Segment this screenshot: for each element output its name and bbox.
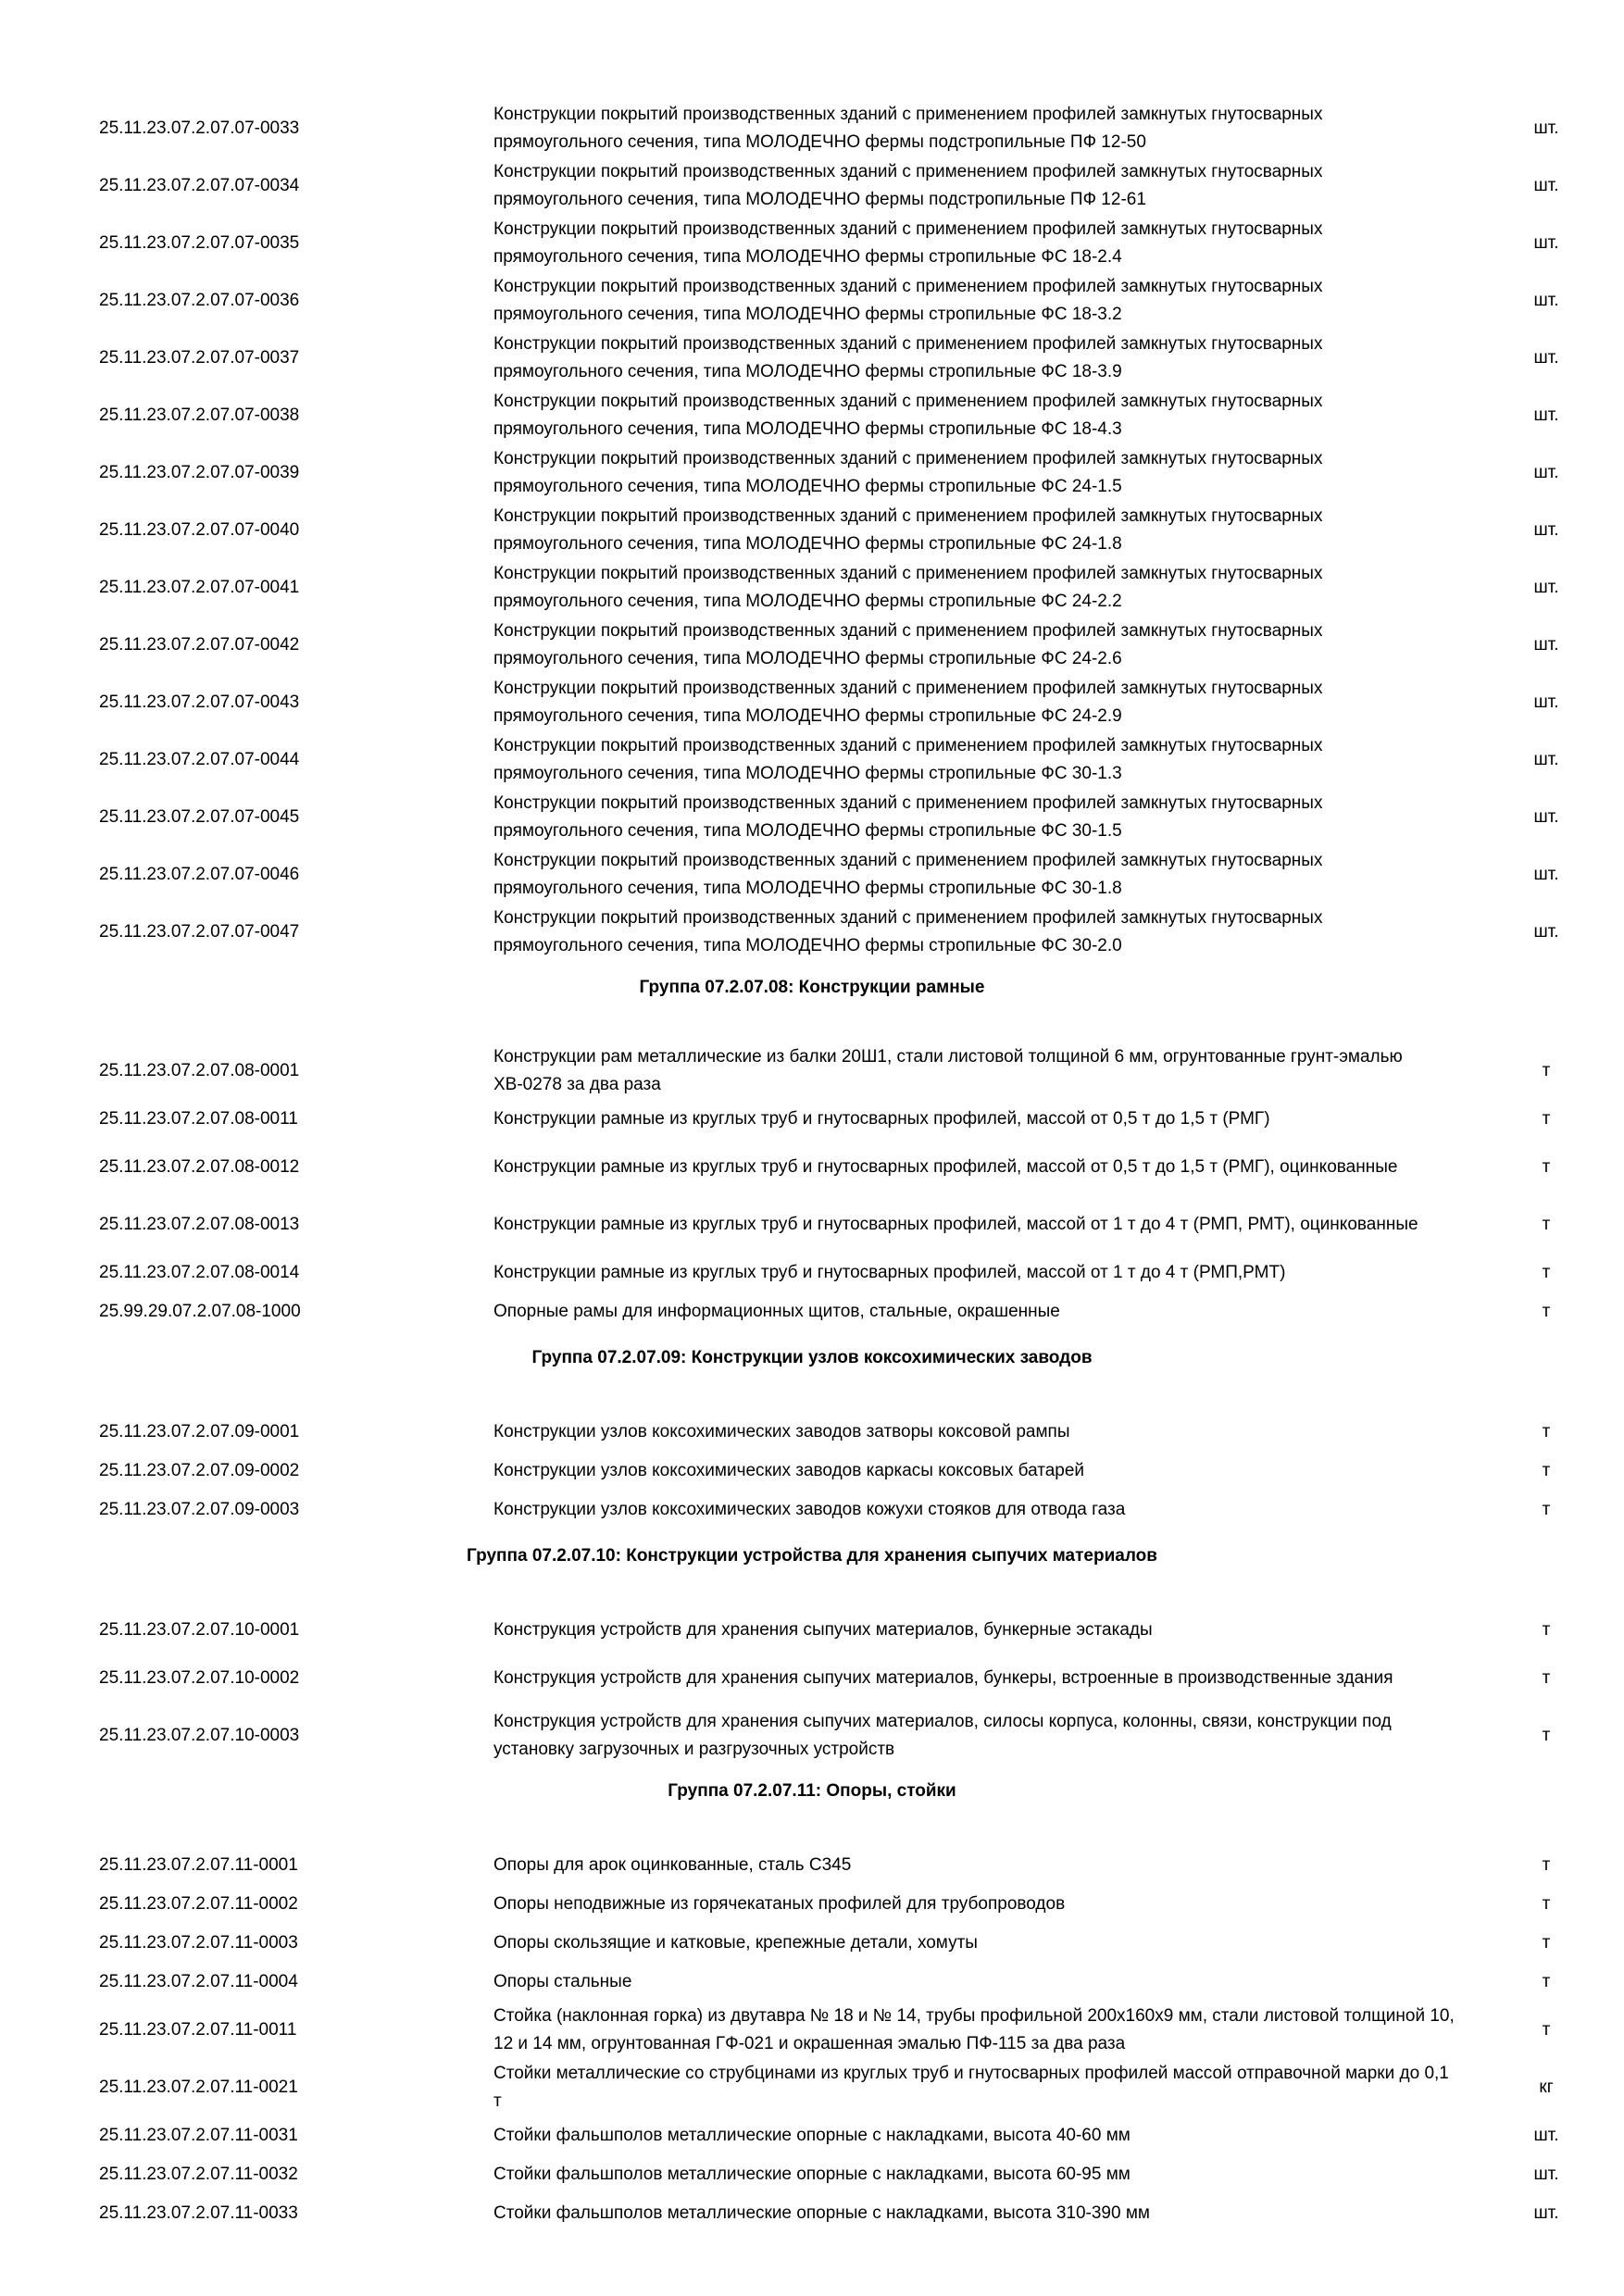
row-name: Конструкции рам металлические из балки 20Ш1, стали листовой толщиной 6 мм, огрунтованные грунт-эмалью ХВ-0278 за два раза bbox=[493, 1047, 1403, 1094]
row-name: Конструкции покрытий производственных зданий с применением профилей замкнутых гнутосварных прямоугольного сечения, типа МОЛОДЕЧНО фермы стропильные ФС 30-1.5 bbox=[493, 793, 1323, 841]
row-name: Конструкции покрытий производственных зданий с применением профилей замкнутых гнутосварных прямоугольного сечения, типа МОЛОДЕЧНО фермы подстропильные ПФ 12-50 bbox=[493, 105, 1323, 152]
table-row bbox=[0, 1650, 1624, 1707]
row-code: 25.11.23.07.2.07.10-0003 bbox=[99, 1726, 300, 1745]
row-name: Стойки фальшполов металлические опорные с накладками, высота 310-390 мм bbox=[493, 2203, 1150, 2223]
row-name: Опорные рамы для информационных щитов, стальные, окрашенные bbox=[493, 1302, 1060, 1321]
row-code: 25.11.23.07.2.07.11-0033 bbox=[99, 2203, 298, 2223]
row-code: 25.11.23.07.2.07.07-0047 bbox=[99, 922, 300, 942]
row-unit: т bbox=[1542, 1620, 1551, 1640]
section-group-09 bbox=[0, 1331, 1624, 1529]
table-row bbox=[0, 904, 1624, 961]
table-row bbox=[0, 215, 1624, 272]
row-unit: шт. bbox=[1533, 520, 1559, 540]
table-row bbox=[0, 2002, 1624, 2059]
row-code: 25.11.23.07.2.07.11-0032 bbox=[99, 2165, 298, 2184]
row-name: Опоры для арок оцинкованные, сталь С345 bbox=[493, 1855, 852, 1875]
table-row bbox=[0, 674, 1624, 731]
row-unit: шт. bbox=[1533, 2165, 1559, 2184]
row-code: 25.11.23.07.2.07.07-0035 bbox=[99, 233, 300, 253]
table-row bbox=[0, 789, 1624, 846]
section-group-10 bbox=[0, 1529, 1624, 1765]
row-unit: шт. bbox=[1533, 463, 1559, 482]
row-code: 25.11.23.07.2.07.07-0033 bbox=[99, 119, 300, 138]
row-unit: т bbox=[1542, 1061, 1551, 1080]
row-code: 25.11.23.07.2.07.07-0034 bbox=[99, 176, 300, 195]
row-name: Конструкции узлов коксохимических заводов каркасы коксовых батарей bbox=[493, 1461, 1085, 1480]
group-title: Группа 07.2.07.09: Конструкции узлов коксохимических заводов bbox=[531, 1348, 1093, 1367]
row-name: Конструкции покрытий производственных зданий с применением профилей замкнутых гнутосварных прямоугольного сечения, типа МОЛОДЕЧНО фермы стропильные ФС 30-2.0 bbox=[493, 908, 1323, 955]
row-unit: шт. bbox=[1533, 693, 1559, 712]
document-body bbox=[0, 100, 1624, 2233]
row-name: Конструкции покрытий производственных зданий с применением профилей замкнутых гнутосварных прямоугольного сечения, типа МОЛОДЕЧНО фермы стропильные ФС 18-3.2 bbox=[493, 277, 1323, 324]
row-code: 25.11.23.07.2.07.08-0001 bbox=[99, 1061, 300, 1080]
row-code: 25.11.23.07.2.07.10-0001 bbox=[99, 1620, 300, 1640]
row-name: Конструкции покрытий производственных зданий с применением профилей замкнутых гнутосварных прямоугольного сечения, типа МОЛОДЕЧНО фермы подстропильные ПФ 12-61 bbox=[493, 162, 1323, 209]
group-title: Группа 07.2.07.08: Конструкции рамные bbox=[639, 978, 985, 997]
group-title: Группа 07.2.07.11: Опоры, стойки bbox=[668, 1781, 956, 1801]
row-unit: т bbox=[1542, 1109, 1551, 1129]
row-unit: т bbox=[1542, 1263, 1551, 1282]
group-heading bbox=[0, 1765, 1624, 1846]
row-name: Конструкции узлов коксохимических заводов затворы коксовой рампы bbox=[493, 1422, 1070, 1441]
row-name: Конструкции покрытий производственных зданий с применением профилей замкнутых гнутосварных прямоугольного сечения, типа МОЛОДЕЧНО фермы стропильные ФС 24-2.9 bbox=[493, 679, 1323, 726]
section-group-07 bbox=[0, 100, 1624, 961]
row-name: Стойки металлические со струбцинами из круглых труб и гнутосварных профилей массой отправочной марки до 0,1 т bbox=[493, 2064, 1449, 2111]
row-name: Конструкции рамные из круглых труб и гнутосварных профилей, массой от 1 т до 4 т (РМП,РМТ) bbox=[493, 1263, 1286, 1282]
section-group-08 bbox=[0, 961, 1624, 1331]
table-row bbox=[0, 1139, 1624, 1196]
row-code: 25.11.23.07.2.07.11-0002 bbox=[99, 1894, 298, 1914]
row-name: Конструкции покрытий производственных зданий с применением профилей замкнутых гнутосварных прямоугольного сечения, типа МОЛОДЕЧНО фермы стропильные ФС 30-1.3 bbox=[493, 736, 1323, 783]
table-row bbox=[0, 1254, 1624, 1292]
row-code: 25.11.23.07.2.07.08-0012 bbox=[99, 1157, 300, 1177]
row-name: Конструкции покрытий производственных зданий с применением профилей замкнутых гнутосварных прямоугольного сечения, типа МОЛОДЕЧНО фермы стропильные ФС 24-1.8 bbox=[493, 506, 1323, 554]
row-name: Конструкции покрытий производственных зданий с применением профилей замкнутых гнутосварных прямоугольного сечения, типа МОЛОДЕЧНО фермы стропильные ФС 18-2.4 bbox=[493, 219, 1323, 267]
row-unit: шт. bbox=[1533, 348, 1559, 368]
row-unit: шт. bbox=[1533, 865, 1559, 884]
row-name: Опоры скользящие и катковые, крепежные детали, хомуты bbox=[493, 1933, 978, 1953]
row-unit: шт. bbox=[1533, 750, 1559, 769]
row-unit: т bbox=[1542, 1855, 1551, 1875]
table-row bbox=[0, 1100, 1624, 1139]
row-unit: кг bbox=[1539, 2078, 1554, 2097]
row-unit: т bbox=[1542, 1972, 1551, 1991]
row-name: Опоры неподвижные из горячекатаных профилей для трубопроводов bbox=[493, 1894, 1066, 1914]
row-code: 25.11.23.07.2.07.08-0011 bbox=[99, 1109, 298, 1129]
row-code: 25.11.23.07.2.07.07-0042 bbox=[99, 635, 300, 655]
group-heading bbox=[0, 961, 1624, 1042]
table-row bbox=[0, 272, 1624, 330]
table-row bbox=[0, 1924, 1624, 1963]
row-code: 25.11.23.07.2.07.07-0043 bbox=[99, 693, 300, 712]
row-unit: т bbox=[1542, 1461, 1551, 1480]
table-row bbox=[0, 559, 1624, 617]
row-name: Конструкция устройств для хранения сыпучих материалов, бункеры, встроенные в производственные здания bbox=[493, 1668, 1393, 1688]
row-unit: шт. bbox=[1533, 807, 1559, 827]
table-row bbox=[0, 100, 1624, 157]
table-row bbox=[0, 502, 1624, 559]
table-row bbox=[0, 157, 1624, 215]
row-name: Конструкции покрытий производственных зданий с применением профилей замкнутых гнутосварных прямоугольного сечения, типа МОЛОДЕЧНО фермы стропильные ФС 24-1.5 bbox=[493, 449, 1323, 496]
row-code: 25.11.23.07.2.07.11-0004 bbox=[99, 1972, 298, 1991]
table-row bbox=[0, 444, 1624, 502]
row-unit: шт. bbox=[1533, 2203, 1559, 2223]
row-unit: шт. bbox=[1533, 291, 1559, 310]
table-row bbox=[0, 617, 1624, 674]
row-unit: т bbox=[1542, 1894, 1551, 1914]
table-row bbox=[0, 2155, 1624, 2194]
table-row bbox=[0, 330, 1624, 387]
row-code: 25.11.23.07.2.07.07-0046 bbox=[99, 865, 300, 884]
row-unit: т bbox=[1542, 1422, 1551, 1441]
row-name: Конструкции узлов коксохимических заводов кожухи стояков для отвода газа bbox=[493, 1500, 1126, 1519]
row-name: Стойки фальшполов металлические опорные с накладками, высота 40-60 мм bbox=[493, 2126, 1131, 2145]
table-row bbox=[0, 846, 1624, 904]
row-code: 25.99.29.07.2.07.08-1000 bbox=[99, 1302, 301, 1321]
table-row bbox=[0, 1707, 1624, 1765]
table-row bbox=[0, 731, 1624, 789]
row-code: 25.11.23.07.2.07.10-0002 bbox=[99, 1668, 300, 1688]
row-name: Конструкции покрытий производственных зданий с применением профилей замкнутых гнутосварных прямоугольного сечения, типа МОЛОДЕЧНО фермы стропильные ФС 18-3.9 bbox=[493, 334, 1323, 381]
row-unit: т bbox=[1542, 1726, 1551, 1745]
row-name: Конструкция устройств для хранения сыпучих материалов, бункерные эстакады bbox=[493, 1620, 1153, 1640]
row-unit: т bbox=[1542, 1668, 1551, 1688]
row-code: 25.11.23.07.2.07.07-0041 bbox=[99, 578, 300, 597]
row-code: 25.11.23.07.2.07.07-0039 bbox=[99, 463, 300, 482]
row-code: 25.11.23.07.2.07.09-0003 bbox=[99, 1500, 300, 1519]
row-unit: шт. bbox=[1533, 922, 1559, 942]
row-code: 25.11.23.07.2.07.11-0001 bbox=[99, 1855, 298, 1875]
row-code: 25.11.23.07.2.07.07-0045 bbox=[99, 807, 300, 827]
row-name: Конструкция устройств для хранения сыпучих материалов, силосы корпуса, колонны, связи, конструкции под установку загрузочных и разгрузочных устройств bbox=[493, 1712, 1392, 1759]
row-code: 25.11.23.07.2.07.11-0003 bbox=[99, 1933, 298, 1953]
table-row bbox=[0, 1042, 1624, 1100]
row-code: 25.11.23.07.2.07.07-0036 bbox=[99, 291, 300, 310]
row-unit: шт. bbox=[1533, 406, 1559, 425]
group-title: Группа 07.2.07.10: Конструкции устройства для хранения сыпучих материалов bbox=[467, 1546, 1157, 1566]
row-unit: шт. bbox=[1533, 119, 1559, 138]
row-code: 25.11.23.07.2.07.07-0037 bbox=[99, 348, 300, 368]
table-row bbox=[0, 1885, 1624, 1924]
row-unit: т bbox=[1542, 1500, 1551, 1519]
table-row bbox=[0, 387, 1624, 444]
row-unit: т bbox=[1542, 1302, 1551, 1321]
row-unit: т bbox=[1542, 2020, 1551, 2040]
row-name: Конструкции покрытий производственных зданий с применением профилей замкнутых гнутосварных прямоугольного сечения, типа МОЛОДЕЧНО фермы стропильные ФС 24-2.2 bbox=[493, 564, 1323, 611]
row-code: 25.11.23.07.2.07.07-0040 bbox=[99, 520, 300, 540]
row-name: Стойки фальшполов металлические опорные с накладками, высота 60-95 мм bbox=[493, 2165, 1131, 2184]
row-code: 25.11.23.07.2.07.09-0001 bbox=[99, 1422, 300, 1441]
row-name: Конструкции рамные из круглых труб и гнутосварных профилей, массой от 0,5 т до 1,5 т (РМГ) bbox=[493, 1109, 1270, 1129]
row-code: 25.11.23.07.2.07.08-0013 bbox=[99, 1215, 300, 1234]
group-heading bbox=[0, 1331, 1624, 1413]
row-name: Стойка (наклонная горка) из двутавра № 18 и № 14, трубы профильной 200х160х9 мм, стали листовой толщиной 10, 12 и 14 мм, огрунтованная ГФ-021 и окрашенная эмалью ПФ-115 за два раза bbox=[493, 2006, 1455, 2053]
section-group-11 bbox=[0, 1765, 1624, 2233]
row-unit: шт. bbox=[1533, 635, 1559, 655]
table-row bbox=[0, 2116, 1624, 2155]
row-unit: т bbox=[1542, 1157, 1551, 1177]
row-unit: т bbox=[1542, 1215, 1551, 1234]
row-unit: шт. bbox=[1533, 578, 1559, 597]
row-code: 25.11.23.07.2.07.07-0038 bbox=[99, 406, 300, 425]
table-row bbox=[0, 1963, 1624, 2002]
row-name: Конструкции покрытий производственных зданий с применением профилей замкнутых гнутосварных прямоугольного сечения, типа МОЛОДЕЧНО фермы стропильные ФС 30-1.8 bbox=[493, 851, 1323, 898]
table-row bbox=[0, 1413, 1624, 1452]
row-unit: шт. bbox=[1533, 176, 1559, 195]
row-code: 25.11.23.07.2.07.11-0021 bbox=[99, 2078, 298, 2097]
row-name: Конструкции рамные из круглых труб и гнутосварных профилей, массой от 0,5 т до 1,5 т (РМГ), оцинкованные bbox=[493, 1157, 1398, 1177]
group-heading bbox=[0, 1529, 1624, 1611]
row-unit: шт. bbox=[1533, 2126, 1559, 2145]
table-row bbox=[0, 1846, 1624, 1885]
row-code: 25.11.23.07.2.07.11-0031 bbox=[99, 2126, 298, 2145]
row-unit: шт. bbox=[1533, 233, 1559, 253]
table-row bbox=[0, 1452, 1624, 1491]
table-row bbox=[0, 1611, 1624, 1650]
table-row bbox=[0, 2059, 1624, 2116]
row-name: Конструкции покрытий производственных зданий с применением профилей замкнутых гнутосварных прямоугольного сечения, типа МОЛОДЕЧНО фермы стропильные ФС 18-4.3 bbox=[493, 392, 1323, 439]
table-row bbox=[0, 1196, 1624, 1254]
row-name: Конструкции рамные из круглых труб и гнутосварных профилей, массой от 1 т до 4 т (РМП, РМТ), оцинкованные bbox=[493, 1215, 1418, 1234]
table-row bbox=[0, 2194, 1624, 2233]
table-row bbox=[0, 1292, 1624, 1331]
row-name: Опоры стальные bbox=[493, 1972, 632, 1991]
row-code: 25.11.23.07.2.07.07-0044 bbox=[99, 750, 300, 769]
row-code: 25.11.23.07.2.07.11-0011 bbox=[99, 2020, 297, 2040]
row-code: 25.11.23.07.2.07.09-0002 bbox=[99, 1461, 300, 1480]
row-code: 25.11.23.07.2.07.08-0014 bbox=[99, 1263, 300, 1282]
row-unit: т bbox=[1542, 1933, 1551, 1953]
row-name: Конструкции покрытий производственных зданий с применением профилей замкнутых гнутосварных прямоугольного сечения, типа МОЛОДЕЧНО фермы стропильные ФС 24-2.6 bbox=[493, 621, 1323, 668]
table-row bbox=[0, 1491, 1624, 1529]
